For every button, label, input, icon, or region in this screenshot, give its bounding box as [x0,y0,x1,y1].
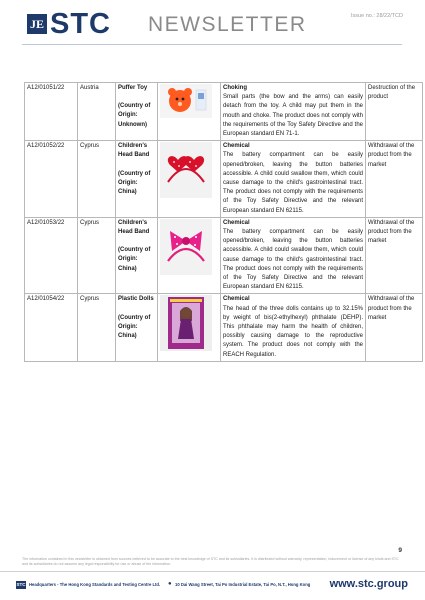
ref-cell: A12/01052/22 [25,141,78,218]
issue-number: Issue no.: 28/22/TCD [351,13,403,19]
product-name: Children's Head Band [118,143,150,159]
stc-logo-text: STC [50,8,111,40]
address-text: 10 Dai Wang Street, Tai Po Industrial Estate, Tai Po, N.T., Hong Kong [175,582,311,587]
photo-cell [158,141,221,218]
footer-disclaimer: The information contained in this newsletter is obtained from sources believed to be accurate to the best knowledge of STC and its subsidiaries. It is distributed without warranty, representation, inducement or license of any kinds and STC and its subsidiaries do not assume any legal responsibility for use or abuse of the information. [22,557,399,566]
page-header [0,0,425,48]
risk-type: Chemical [223,143,250,150]
origin-value: China) [118,189,137,196]
country-cell: Cyprus [78,217,116,294]
origin-value: Unknown) [118,121,147,128]
origin-label: (Country of Origin: [118,170,151,186]
measure-cell: Withdrawal of the product from the market [366,141,423,218]
newsletter-title: NEWSLETTER [148,13,307,36]
risk-description: The battery compartment can be easily opened/broken, leaving the button batteries accessible. A child could swallow them, which could cause damage to the child's gastrointestinal tract. The product does not comply with the requirements of the Toy Safety Directive and the relevant European standard EN 62115. [223,229,363,291]
risk-cell [221,217,366,294]
measure-cell: Withdrawal of the product from the market [366,217,423,294]
product-cell [116,294,158,361]
risk-cell [221,141,366,218]
puffer-bear-toy-photo [160,84,212,118]
website-link[interactable]: www.stc.group [329,578,408,590]
origin-label: (Country of Origin: [118,314,151,330]
origin-value: China) [118,265,137,272]
table-row [25,217,423,294]
product-cell [116,217,158,294]
risk-type: Chemical [223,219,250,226]
product-cell [116,141,158,218]
measure-cell: Destruction of the product [366,83,423,141]
photo-cell [158,83,221,141]
stc-logo-icon: JE [27,14,47,34]
risk-cell [221,294,366,361]
risk-cell [221,83,366,141]
risk-type: Chemical [223,296,250,303]
ref-cell: A12/01051/22 [25,83,78,141]
table-row [25,83,423,141]
product-recall-table [24,82,423,362]
photo-cell [158,294,221,361]
risk-description: Small parts (the bow and the arms) can easily detach from the toy. A child may put them in the mouth and choke. The product does not comply with the requirements of the Toy Safety Directive and the European standard EN 71-1. [223,94,363,138]
risk-description: The battery compartment can be easily opened/broken, leaving the button batteries accessible. A child could swallow them, which could cause damage to the child's gastrointestinal tract. The product does not comply with the requirements of the Toy Safety Directive and the relevant European standard EN 62115. [223,152,363,214]
stc-footer-logo-icon: STC [16,582,26,587]
photo-cell [158,217,221,294]
country-cell: Austria [78,83,116,141]
origin-value: China) [118,333,137,340]
origin-label: (Country of Origin: [118,247,151,263]
country-cell: Cyprus [78,294,116,361]
product-name: Puffer Toy [118,85,148,91]
headquarters-text: Headquarters - The Hong Kong Standards and Testing Centre Ltd. [29,582,161,587]
product-cell [116,83,158,141]
heart-headband-photo [160,142,212,198]
footer-divider [0,571,425,572]
origin-label: (Country of Origin: [118,103,151,119]
risk-type: Choking [223,85,247,91]
footer-bar [16,580,408,594]
header-divider [22,44,402,45]
ref-cell: A12/01054/22 [25,294,78,361]
location-pin-icon: ● [168,581,172,587]
page-number: 9 [398,547,402,554]
product-name: Children's Head Band [118,219,150,236]
table-row [25,141,423,218]
table-row [25,294,423,361]
measure-cell: Withdrawal of the product from the market [366,294,423,361]
country-cell: Cyprus [78,141,116,218]
ref-cell: A12/01053/22 [25,217,78,294]
risk-description: The head of the three dolls contains up to 32.15% by weight of bis(2-ethylhexyl) phthalate (DEHP). This phthalate may harm the health of children, possibly causing damage to the reproductive system. The product does not comply with the REACH Regulation. [223,305,363,358]
bow-headband-photo [160,219,212,275]
doll-box-photo [160,295,212,351]
product-name: Plastic Dolls [118,296,154,303]
